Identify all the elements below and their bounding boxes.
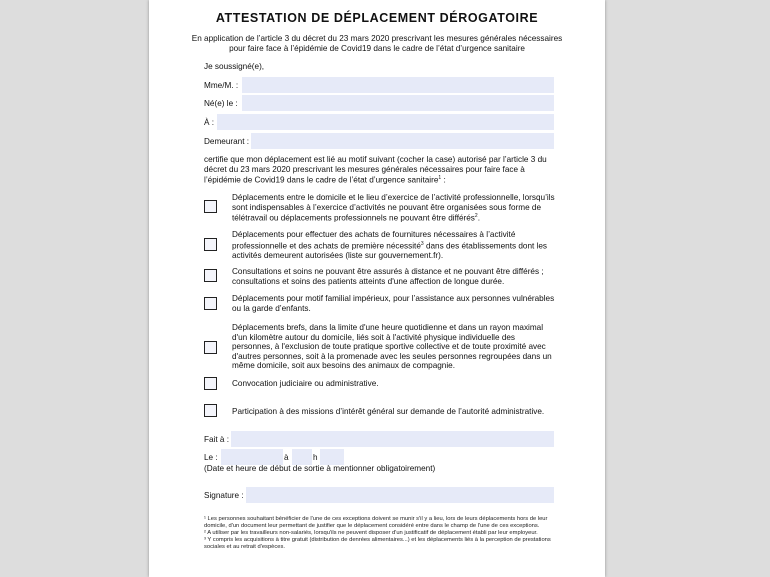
footnote-3: ³ Y compris les acquisitions à titre gratuit (distribution de denrées alimentaires...) et les déplacements liés à la perception de prestations sociales et au retrait d'espèces. <box>204 537 551 550</box>
footnote-1: ¹ Les personnes souhaitant bénéficier de l'une de ces exceptions doivent se munir s'il y a lieu, lors de leurs déplacements hors de leur domicile, d'un document leur permettant de justifier que le déplacement considéré entre dans le champ de l'une de ces exceptions. <box>204 516 548 529</box>
date-time-note: (Date et heure de début de sortie à mentionner obligatoirement) <box>204 464 436 473</box>
option-1-checkbox[interactable] <box>204 200 217 213</box>
name-label: Mme/M. : <box>204 81 239 90</box>
option-7-label: Participation à des missions d’intérêt général sur demande de l’autorité administrative. <box>232 407 545 416</box>
made-at-field[interactable] <box>231 431 554 447</box>
option-1-label: Déplacements entre le domicile et le lieu d’exercice de l’activité professionnelle, lorsqu’ils sont indispensables à l’exercice d’activités ne pouvant être organisées sous forme de télétravail ou déplacements professionnels ne pouvant être différés$^2$. <box>232 193 555 223</box>
option-5-checkbox[interactable] <box>204 341 217 354</box>
footnotes <box>204 516 556 551</box>
option-4-checkbox[interactable] <box>204 297 217 310</box>
option-3-checkbox[interactable] <box>204 269 217 282</box>
made-at-label: Fait à : <box>204 435 230 444</box>
birthplace-field[interactable] <box>217 114 554 130</box>
signature-area[interactable] <box>246 487 554 503</box>
minute-field[interactable] <box>320 449 344 465</box>
option-7-checkbox[interactable] <box>204 404 217 417</box>
option-6-label: Convocation judiciaire ou administrative. <box>232 379 379 388</box>
address-label: Demeurant : <box>204 137 250 146</box>
birth-date-field[interactable] <box>242 95 554 111</box>
option-6-checkbox[interactable] <box>204 377 217 390</box>
name-field[interactable] <box>242 77 554 93</box>
date-label: Le : <box>204 453 218 462</box>
option-2-label: Déplacements pour effectuer des achats de fournitures nécessaires à l’activité professionnelle et des achats de première nécessité$^3$ dans des établissements dont les activités demeurent autorisées (liste sur gouvernement.fr). <box>232 230 548 260</box>
option-2-checkbox[interactable] <box>204 238 217 251</box>
option-4-label: Déplacements pour motif familial impérieux, pour l’assistance aux personnes vulnérables ou la garde d’enfants. <box>232 294 555 313</box>
signature-label: Signature : <box>204 491 244 500</box>
address-field[interactable] <box>251 133 554 149</box>
certify-text: certifie que mon déplacement est lié au motif suivant (cocher la case) autorisé par l’article 3 du décret du 23 mars 2020 prescrivant les mesures générales nécessaires pour faire face à l’épidémie de Covid19 dans le cadre de l’état d’urgence sanitaire$^1$ : <box>204 155 547 185</box>
footnote-2: ² A utiliser par les travailleurs non-salariés, lorsqu'ils ne peuvent disposer d'un justificatif de déplacement établi par leur employeur. <box>204 530 538 536</box>
date-field[interactable] <box>221 449 283 465</box>
hour-label: h <box>313 453 318 462</box>
document-title: ATTESTATION DE DÉPLACEMENT DÉROGATOIRE <box>215 11 539 25</box>
option-3-label: Consultations et soins ne pouvant être assurés à distance et ne pouvant être différés ; consultations et soins des patients atteints d'une affection de longue durée. <box>232 267 544 286</box>
birth-date-label: Né(e) le : <box>204 99 238 108</box>
option-5-label: Déplacements brefs, dans la limite d'une heure quotidienne et dans un rayon maximal d'un kilomètre autour du domicile, liés soit à l'activité physique individuelle des personnes, à l'exclusion de toute pratique sportive collective et de toute proximité avec d'autres personnes, soit à la promenade avec les seules personnes regroupées dans un même domicile, soit aux besoins des animaux de compagnie. <box>232 323 552 370</box>
hour-field[interactable] <box>292 449 312 465</box>
intro-text: En application de l’article 3 du décret du 23 mars 2020 prescrivant les mesures générales nécessaires pour faire face à l’épidémie de Covid19 dans le cadre de l’état d’urgence sanitaire <box>191 34 563 53</box>
attestation-page <box>149 0 605 577</box>
birthplace-label: À : <box>204 118 215 127</box>
time-at-label: à <box>284 453 289 462</box>
undersigned-label: Je soussigné(e), <box>204 62 265 71</box>
